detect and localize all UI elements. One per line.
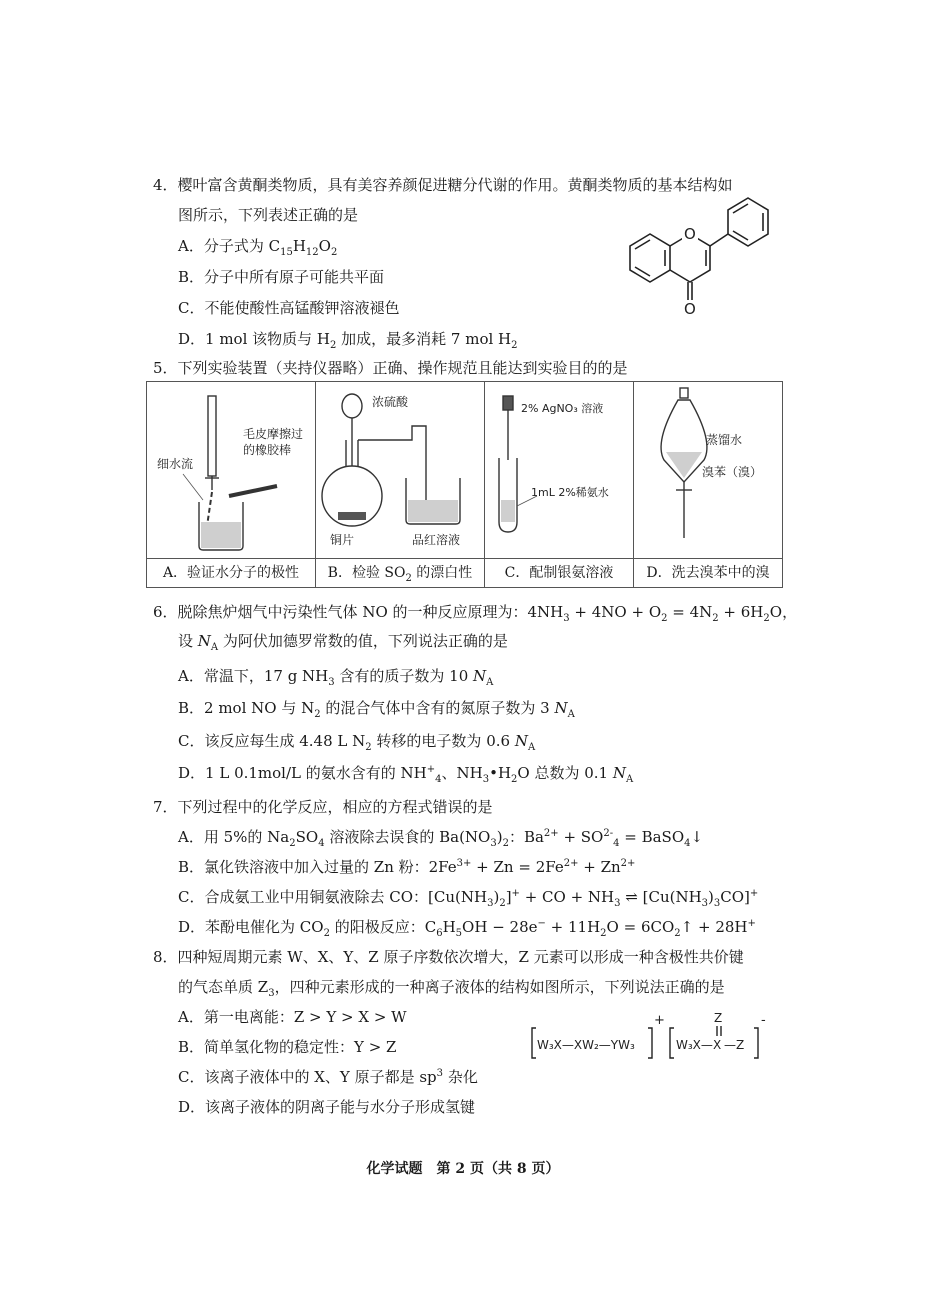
q6-option-d: D．1 L 0.1mol/L 的氨水含有的 $NH^+_4$、$NH_3•H_2O$ 总数为 0.1 $N_A$ (178, 764, 634, 785)
q8-option-c: C．该离子液体中的 X、Y 原子都是 $sp^3$ 杂化 (178, 1068, 478, 1086)
q4-option-c: C．不能使酸性高锰酸钾溶液褪色 (178, 299, 400, 317)
q4-option-a: A．分子式为 $C_{15}H_{12}O_2$ (178, 237, 338, 258)
q8-option-b: B．简单氢化物的稳定性：Y > Z (178, 1038, 397, 1056)
q7-option-c: C．合成氨工业中用铜氨液除去 CO：$[Cu(NH_3)_2]^+$ + CO + $NH_3$ ⇌ $[Cu(NH_3)_3CO]^+$ (178, 888, 759, 909)
q4-stem-line2: 图所示，下列表述正确的是 (178, 206, 359, 224)
q8-stem-line1: 8．四种短周期元素 W、X、Y、Z 原子序数依次增大，Z 元素可以形成一种含极性共价键 (153, 948, 744, 966)
anion-right-group: —Z (724, 1038, 745, 1052)
q8-option-d: D．该离子液体的阴离子能与水分子形成氢键 (178, 1098, 476, 1116)
q5-stem: 5．下列实验装置（夹持仪器略）正确、操作规范且能达到实验目的的是 (153, 359, 628, 377)
caption-d: D．洗去溴苯中的溴 (634, 559, 783, 588)
q7-option-d: D．苯酚电催化为 $CO_2$ 的阳极反应：$C_6H_5OH - 28e^- + 11H_2O$ = $6CO_2↑ + 28H^+$ (178, 918, 756, 939)
rubbed-rod-label-1: 毛皮摩擦过 (243, 427, 304, 441)
q7-option-a: A．用 5%的 $Na_2SO_4$ 溶液除去误食的 $Ba(NO_3)_2$：$Ba^{2+} + SO^{2-}_4$ = BaSO$_4$↓ (178, 828, 704, 849)
anion-left-group: W₃X— (676, 1038, 713, 1052)
page-footer: 化学试题 第 2 页（共 8 页） (366, 1161, 560, 1177)
q8-stem-line2: 的气态单质 $Z_3$，四种元素形成的一种离子液体的结构如图所示，下列说法正确的是 (178, 978, 725, 999)
q4-option-d: D．1 mol 该物质与 $H_2$ 加成，最多消耗 7 mol $H_2$ (178, 330, 518, 351)
cation-formula: W₃X—XW₂—YW₃ (537, 1038, 635, 1052)
conc-sulfuric-acid-label: 浓硫酸 (372, 395, 409, 409)
q8-option-a: A．第一电离能：Z > Y > X > W (178, 1008, 407, 1026)
caption-c: C．配制银氨溶液 (485, 559, 634, 588)
apparatus-a (147, 382, 316, 559)
flavone-structure-figure (600, 196, 780, 318)
q6-stem-line2: 设 $N_A$ 为阿伏加德罗常数的值，下列说法正确的是 (178, 632, 508, 653)
carbonyl-oxygen-label: O (684, 300, 696, 318)
silver-nitrate-label: 2% AgNO₃ 溶液 (521, 402, 604, 415)
q4-option-b: B．分子中所有原子可能共平面 (178, 268, 385, 286)
apparatus-c (485, 382, 634, 559)
so2-bleaching-figure (316, 382, 484, 554)
q6-option-a: A．常温下，17 g $NH_3$ 含有的质子数为 10 $N_A$ (178, 667, 494, 688)
bromobenzene-label: 溴苯（溴） (702, 465, 763, 479)
distilled-water-label: 蒸馏水 (706, 433, 743, 447)
burette-polarity-figure (147, 382, 315, 554)
separatory-funnel-figure (634, 382, 782, 554)
q6-option-c: C．该反应每生成 4.48 L $N_2$ 转移的电子数为 0.6 $N_A$ (178, 732, 536, 753)
q6-stem-line1: 6．脱除焦炉烟气中污染性气体 NO 的一种反应原理为：$4NH_3 + 4NO + O_2 = 4N_2 + 6H_2O$， (153, 603, 798, 624)
anion-top-atom: Z (714, 1011, 723, 1025)
q7-option-b: B．氯化铁溶液中加入过量的 Zn 粉：$2Fe^{3+} + Zn = 2Fe^{2+} + Zn^{2+}$ (178, 858, 636, 876)
magenta-solution-label: 品红溶液 (412, 533, 461, 547)
apparatus-b (316, 382, 485, 559)
ionic-liquid-structure (528, 1010, 768, 1066)
silver-ammonia-figure (485, 382, 633, 554)
q4-stem-line1: 4．樱叶富含黄酮类物质，具有美容养颜促进糖分代谢的作用。黄酮类物质的基本结构如 (153, 176, 733, 194)
q6-option-b: B．2 mol NO 与 $N_2$ 的混合气体中含有的氮原子数为 3 $N_A$ (178, 699, 575, 720)
anion-charge: - (761, 1013, 766, 1028)
caption-a: A．验证水分子的极性 (147, 559, 316, 588)
thin-water-stream-label: 细水流 (157, 457, 194, 471)
cation-charge: + (654, 1013, 665, 1028)
dilute-ammonia-label: 1mL 2%稀氨水 (531, 486, 609, 499)
ring-oxygen-label: O (684, 225, 696, 243)
q7-stem: 7．下列过程中的化学反应，相应的方程式错误的是 (153, 798, 493, 816)
apparatus-d (634, 382, 783, 559)
caption-b: B．检验 $SO_2$ 的漂白性 (316, 559, 485, 588)
anion-center-atom: X (713, 1038, 722, 1052)
q5-apparatus-table (146, 381, 783, 588)
rubbed-rod-label-2: 的橡胶棒 (243, 443, 292, 457)
copper-sheet-label: 铜片 (330, 533, 355, 547)
